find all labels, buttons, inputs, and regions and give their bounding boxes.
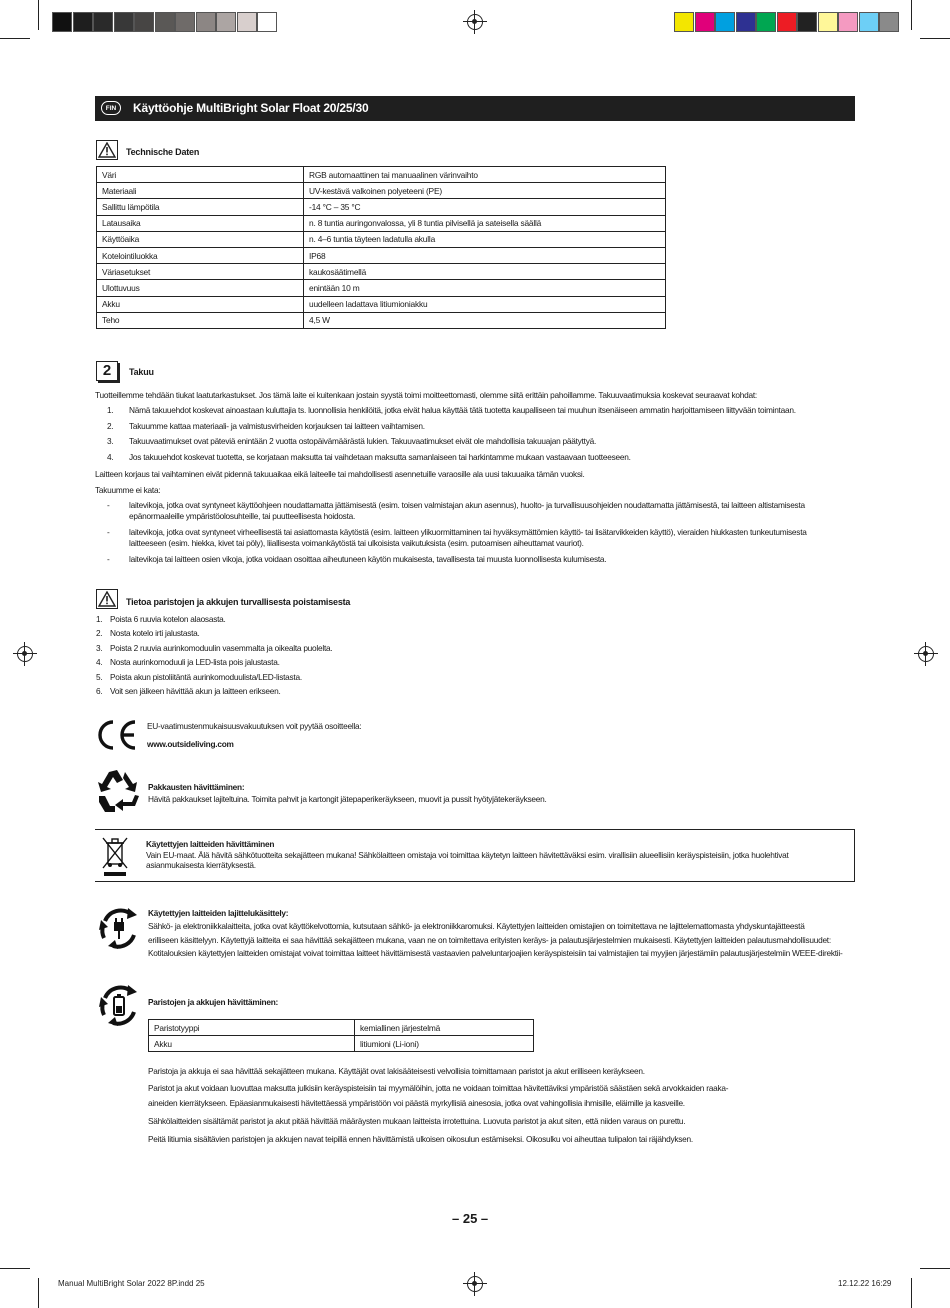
recycle-icon [95,768,143,819]
list-item: Jos takuuehdot koskevat tuotetta, se korjataan maksutta tai vaihdetaan maksutta samanlaiseen tai harkintamme mukaan vastaavaan tuotteeseen. [129,452,631,462]
list-item-number: 1. [107,405,114,415]
gray-swatch [196,12,216,32]
warranty-heading: Takuu [129,367,154,377]
tech-data-value: n. 4–6 tuntia täyteen ladatulla akulla [304,231,666,247]
battery-type-label: Akku [149,1036,355,1052]
step-number: 1. [96,614,103,624]
gray-swatch [237,12,257,32]
tech-data-value: -14 °C – 35 °C [304,199,666,215]
list-item-number: 2. [107,421,114,431]
gray-swatch [175,12,195,32]
tech-data-label: Akku [97,296,304,312]
list-item: Takuuvaatimukset ovat päteviä enintään 2 vuotta ostopäivämäärästä lukien. Takuuvaatimukset eivät ole mahdollisia takuuajan päätyttyä. [129,436,597,446]
sorting-line-3: Kotitalouksien käytettyjen laitteiden omistajat voivat toimittaa laitteet hävittämisestä vastaavien palveluntarjoajien keräyspisteisiin tai valmistajien tai myyjien järjestämiin palautusjärjestelmiin WEEE-direktii- [148,948,843,958]
tech-data-value: IP68 [304,247,666,263]
gray-swatch [216,12,236,32]
battery-recycling-icon [95,982,143,1035]
section-number-badge: 2 [96,361,118,381]
list-item-continuation: laitteeseen (esim. hiekka, kivet tai pöly), liiallisesta voimankäytöstä tai ulkoisista vaikutuksista (esim. putoamisen aiheuttamat vauriot). [129,538,584,548]
tech-data-label: Ulottuvuus [97,280,304,296]
battery-type-row [149,1020,534,1036]
step-number: 5. [96,671,103,682]
sorting-line-2: erilliseen käsittelyyn. Käytettyjä laitteita ei saa hävittää sekajätteen mukana, vaan ne on toimitettava erityisten keräys- ja palautusjärjestelmien mukaisesti. Käytettyjen laitteiden palautusmahdollisuudet: [148,935,831,945]
tech-data-row [97,199,666,215]
step-number: 2. [96,628,103,639]
tech-data-row [97,183,666,199]
warranty-intro: Tuotteillemme tehdään tiukat laatutarkastukset. Jos tämä laite ei kuitenkaan jostain syystä toimi moitteettomasti, olemme siitä erittäin pahoillamme. Takuuvaatimuksia koskevat seuraavat kohdat: [95,390,757,400]
tech-data-value: UV-kestävä valkoinen polyeteeni (PE) [304,183,666,199]
tech-data-label: Teho [97,312,304,328]
footer-timestamp: 12.12.22 16:29 [838,1279,892,1288]
tech-data-row [97,231,666,247]
color-swatch [859,12,879,32]
warning-icon [96,589,118,609]
batteries-paragraph-3: Sähkölaitteiden sisältämät paristot ja akut pitää hävittää määräysten mukaan laitteista irrotettuina. Luovuta paristot ja akut siten, että niiden varaus on purettu. [148,1116,686,1126]
color-swatch [879,12,899,32]
step-number: 3. [96,642,103,653]
gray-swatch [52,12,72,32]
color-swatch [674,12,694,32]
tech-data-row [97,296,666,312]
batteries-paragraph-4: Peitä litiumia sisältävien paristojen ja akkujen navat teipillä ennen hävittämistä ulkoisen oikosulun estämiseksi. Oikosulku voi aiheuttaa tulipalon tai räjähdyksen. [148,1134,693,1144]
list-item: laitevikoja, jotka ovat syntyneet virheellisestä tai asiattomasta käytöstä (esim. laitteen ylikuormittaminen tai hyväksymättömien käyttö- tai lisätarvikkeiden käyttö), vieraiden hiukkasten tunkeutumisesta [129,527,807,537]
tech-data-row [97,215,666,231]
crossed-bin-icon [100,834,130,883]
tech-data-row [97,312,666,328]
color-swatch [736,12,756,32]
battery-removal-heading: Tietoa paristojen ja akkujen turvallisesta poistamisesta [126,597,351,607]
tech-data-row [97,264,666,280]
step-text: Poista 2 ruuvia aurinkomoduulin vasemmalta ja oikealta puolelta. [110,642,333,653]
warning-icon [96,140,118,160]
tech-data-table [96,166,666,329]
weee-line-1: Vain EU-maat. Älä hävitä sähkötuotteita sekajätteen mukana! Sähkölaitteen omistaja voi toimittaa käytetyn laitteen hävitettäväksi esim. virallisiin alueellisiin keräyspisteisiin, jotka huolehtivat [146,850,789,860]
list-bullet-dash: - [107,500,110,510]
battery-type-row [149,1036,534,1052]
weee-heading: Käytettyjen laitteiden hävittäminen [146,839,275,849]
manual-title-banner [95,96,855,121]
registration-mark-top [467,14,483,30]
ce-mark-icon [95,719,139,756]
batteries-paragraph-1: Paristoja ja akkuja ei saa hävittää sekajätteen mukana. Käyttäjät ovat lakisääteisesti velvollisia toimittamaan paristot ja akut erilliseen keräykseen. [148,1066,645,1076]
list-item: laitevikoja tai laitteen osien vikoja, jotka voidaan osoittaa aiheutuneen käytön mukaisesta, tavallisesta tai muusta luonnollisesta kulumisesta. [129,554,607,564]
list-item: laitevikoja, jotka ovat syntyneet käyttöohjeen noudattamatta jättämisestä (esim. toisen valmistajan akun asennus), huolto- ja turvallisuusohjeiden noudattamatta jättämisestä, tai laitteen altistamisesta [129,500,805,510]
registration-mark-right [918,646,934,662]
registration-mark-left [17,646,33,662]
gray-swatch [93,12,113,32]
ce-declaration-text: EU-vaatimustenmukaisuusvakuutuksen voit pyytää osoitteella: [147,721,362,731]
list-item-number: 3. [107,436,114,446]
tech-data-value: enintään 10 m [304,280,666,296]
step-number: 6. [96,686,103,696]
page-number: – 25 – [452,1211,489,1226]
tech-data-label: Käyttöaika [97,231,304,247]
tech-data-label: Latausaika [97,215,304,231]
electronics-recycling-icon [95,905,143,958]
batteries-paragraph-2b: aineiden kierrätykseen. Epäasianmukaisesti hävitettäessä ympäristöön voi päästä myrkyllisiä ainesosia, jotka ovat vahingollisia ihmisille, eläimille ja kasveille. [148,1098,685,1108]
tech-data-row [97,167,666,183]
batteries-heading: Paristojen ja akkujen hävittäminen: [148,997,279,1007]
color-swatch [838,12,858,32]
list-item-continuation: epänormaaleille ympäristöolosuhteille, tai puutteellisesta hoidosta. [129,511,356,521]
step-number: 4. [96,657,103,668]
packaging-heading: Pakkausten hävittäminen: [148,782,245,792]
batteries-paragraph-2a: Paristot ja akut voidaan luovuttaa maksutta julkisiin keräyspisteisiin tai myymälöihin, jotta ne voidaan toimittaa hävitettäviksi ympäristöä säästäen sekä arvokkaiden raaka- [148,1083,729,1093]
tech-data-label: Väriasetukset [97,264,304,280]
color-swatch [695,12,715,32]
tech-data-value: 4,5 W [304,312,666,328]
tech-data-row [97,247,666,263]
manual-title: Käyttöohje MultiBright Solar Float 20/25/30 [133,101,369,115]
gray-swatch [155,12,175,32]
tech-data-value: n. 8 tuntia auringonvalossa, yli 8 tuntia pilvisellä ja sateisella säällä [304,215,666,231]
gray-swatch [114,12,134,32]
tech-data-heading: Technische Daten [126,147,200,157]
tech-data-label: Sallittu lämpötila [97,199,304,215]
sorting-line-1: Sähkö- ja elektroniikkalaitteita, jotka ovat käyttökelvottomia, kutsutaan sähkö- ja elektroniikkaromuksi. Käytettyjen laitteiden omistajien on toimitettava ne lajittelemattomasta yhdyskuntajätteestä [148,921,805,931]
tech-data-label: Materiaali [97,183,304,199]
footer-file-info: Manual MultiBright Solar 2022 8P.indd 25 [58,1279,205,1288]
list-bullet-dash: - [107,554,110,564]
exclusions-heading: Takuumme ei kata: [95,485,161,495]
weee-line-2: asianmukaisesta kierrätyksestä. [146,860,256,870]
tech-data-value: RGB automaattinen tai manuaalinen värinvaihto [304,167,666,183]
tech-data-label: Kotelointiluokka [97,247,304,263]
gray-swatch [257,12,277,32]
color-swatch [756,12,776,32]
language-badge: FIN [101,101,121,115]
battery-type-label: Paristotyyppi [149,1020,355,1036]
step-text: Nosta aurinkomoduuli ja LED-lista pois jalustasta. [110,657,280,668]
step-text: Poista akun pistoliitäntä aurinkomoduulista/LED-listasta. [110,671,302,682]
gray-swatch [73,12,93,32]
tech-data-row [97,280,666,296]
list-bullet-dash: - [107,527,110,537]
tech-data-label: Väri [97,167,304,183]
packaging-text: Hävitä pakkaukset lajiteltuina. Toimita pahvit ja kartongit jätepaperikeräykseen, muovit ja pussit hyötyjätekeräykseen. [148,794,547,804]
ce-website-link[interactable]: www.outsideliving.com [147,739,234,749]
sorting-heading: Käytettyjen laitteiden lajittelukäsittely: [148,908,289,918]
list-item-number: 4. [107,452,114,462]
registration-mark-bottom [467,1276,483,1292]
warranty-note: Laitteen korjaus tai vaihtaminen eivät pidennä takuuaikaa eikä laiteelle tai mahdollisesti asennetuille varaosille ala uusi takuuaika tämän vuoksi. [95,469,585,479]
step-text: Nosta kotelo irti jalustasta. [110,628,200,639]
step-text: Poista 6 ruuvia kotelon alaosasta. [110,614,226,624]
gray-swatch [134,12,154,32]
color-swatch [818,12,838,32]
battery-type-value: litiumioni (Li-ioni) [355,1036,534,1052]
color-swatch [715,12,735,32]
list-item: Takuumme kattaa materiaali- ja valmistusvirheiden korjauksen tai laitteen vaihtamisen. [129,421,425,431]
color-swatch [797,12,817,32]
battery-type-table [148,1019,534,1052]
battery-type-value: kemiallinen järjestelmä [355,1020,534,1036]
step-text: Voit sen jälkeen hävittää akun ja laitteen erikseen. [110,686,281,696]
color-swatch [777,12,797,32]
tech-data-value: kaukosäätimellä [304,264,666,280]
tech-data-value: uudelleen ladattava litiumioniakku [304,296,666,312]
list-item: Nämä takuuehdot koskevat ainoastaan kuluttajia ts. luonnollisia henkilöitä, jotka eivät halua käyttää tätä tuotetta kaupalliseen tai muuhun itsenäiseen ammatin harjoittamiseen liittyvään toimintaan. [129,405,796,415]
